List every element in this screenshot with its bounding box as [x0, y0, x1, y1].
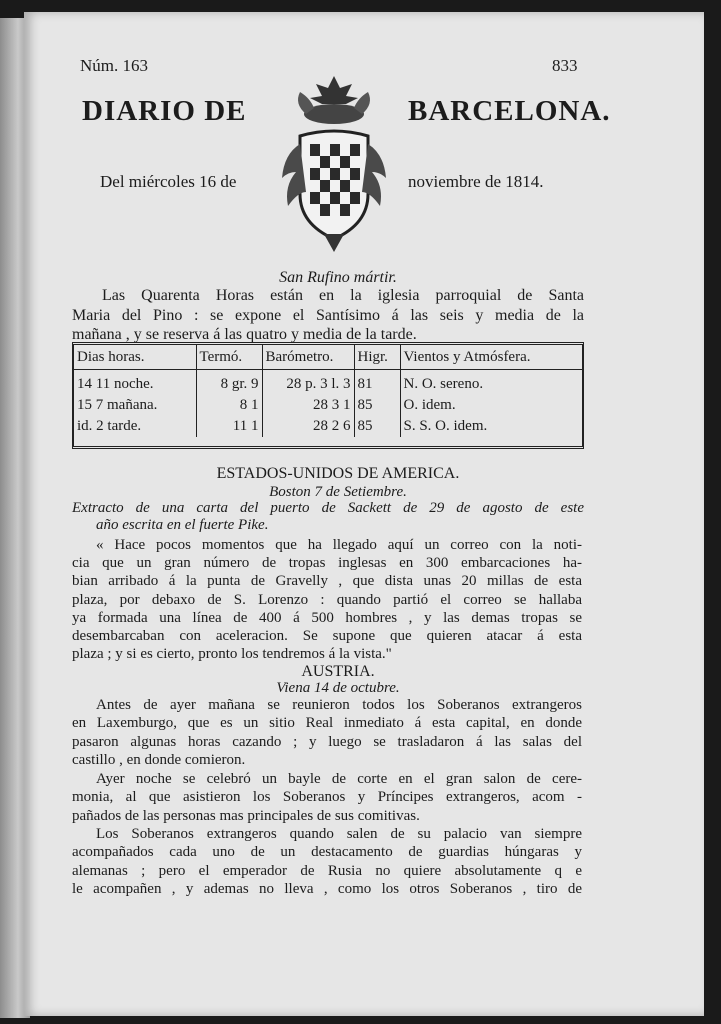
issue-date-right: noviembre de 1814. — [408, 172, 544, 191]
text-line: desembarcaban con aceleracion. Se supone que quieren atacar á esta — [72, 628, 582, 645]
cell-dia: 15 7 mañana. — [74, 395, 196, 416]
text-line: cia que un gran número de tropas inglesas en 300 embarcaciones ha- — [72, 555, 582, 572]
cell-vientos: N. O. sereno. — [403, 376, 484, 392]
weather-table — [72, 342, 584, 449]
text-line: le acompañen , y ademas no lleva , como los otros Soberanos , tiro de — [72, 880, 582, 897]
cell-higr: 85 — [354, 416, 400, 437]
cell-dia: id. 2 tarde. — [74, 416, 196, 437]
letter-paragraph — [72, 536, 582, 663]
cell-dia: 14 11 noche. — [74, 370, 196, 396]
masthead-right: BARCELONA. — [408, 95, 611, 127]
cell-baro: 28 2 6 — [262, 416, 354, 437]
text-line: ya formada una línea de 400 á 500 hombres , y las demas tropas se — [72, 609, 582, 626]
cell-termo: 8 1 — [196, 395, 262, 416]
barcelona-coat-of-arms-icon — [274, 74, 394, 254]
dateline-boston: Boston 7 de Setiembre. — [269, 484, 407, 500]
section-heading-austria: AUSTRIA. — [301, 663, 375, 680]
austria-paragraph-1 — [72, 696, 582, 769]
saint-of-the-day: San Rufino mártir. — [279, 269, 397, 286]
text-line: castillo , en donde comieron. — [72, 751, 246, 768]
table-row — [74, 416, 582, 437]
cell-baro: 28 p. 3 l. 3 — [262, 370, 354, 396]
table-row — [74, 395, 582, 416]
section-heading-estados-unidos: ESTADOS-UNIDOS DE AMERICA. — [216, 465, 460, 482]
text-line: « Hace pocos momentos que ha llegado aquí un correo con la noti- — [96, 537, 582, 553]
cell-termo: 8 gr. 9 — [196, 370, 262, 396]
text-line: plaza ; y si es cierto, pronto los tendremos á la vista." — [72, 646, 392, 663]
header-higr: Higr. — [354, 345, 400, 370]
text-line: Ayer noche se celebró un bayle de corte en el gran salon de cere- — [96, 771, 582, 787]
header-dias: Dias horas. — [74, 345, 196, 370]
cell-vientos: O. idem. — [403, 397, 456, 413]
austria-paragraph-2 — [72, 770, 582, 825]
header-vientos: Vientos y Atmósfera. — [400, 345, 582, 370]
dateline-viena: Viena 14 de octubre. — [276, 680, 400, 696]
cell-higr: 85 — [354, 395, 400, 416]
text-line: Los Soberanos extrangeros quando salen de su palacio van siempre — [96, 826, 582, 842]
cell-termo: 11 1 — [196, 416, 262, 437]
text-line: Las Quarenta Horas están en la iglesia parroquial de Santa — [102, 287, 584, 304]
text-line: en Laxemburgo, que es un sitio Real inmediato á esta capital, en donde — [72, 715, 582, 732]
text-line: bian arribado á la punta de Gravelly , que dista unas 20 millas de esta — [72, 573, 582, 590]
page-number: 833 — [552, 56, 578, 75]
text-line: año escrita en el fuerte Pike. — [96, 517, 269, 533]
issue-number: Núm. 163 — [80, 56, 148, 75]
header-barometro: Barómetro. — [262, 345, 354, 370]
header-termo: Termó. — [196, 345, 262, 370]
text-line: alemanas ; pero el emperador de Rusia no quiere absolutamente q e — [72, 862, 582, 879]
table-row — [74, 370, 582, 396]
newspaper-page — [24, 12, 704, 1016]
weather-header-row — [74, 345, 582, 370]
cell-baro: 28 3 1 — [262, 395, 354, 416]
text-line: pañados de las personas mas principales de sus comitivas. — [72, 807, 420, 824]
quarenta-horas-notice — [72, 286, 584, 345]
text-line: acompañados cada uno de un destacamento de guardias húngaras y — [72, 844, 582, 861]
austria-paragraph-3 — [72, 825, 582, 898]
text-line: Maria del Pino : se expone el Santísimo á las seis y media de la — [72, 306, 584, 324]
text-line: plaza, por debaxo de S. Lorenzo : quando partió el correo se hallaba — [72, 591, 582, 608]
text-line: monia, al que asistieron los Soberanos y Príncipes extrangeros, acom - — [72, 789, 582, 806]
extracto-caption — [72, 500, 584, 534]
cell-vientos: S. S. O. idem. — [403, 418, 488, 434]
cell-higr: 81 — [354, 370, 400, 396]
text-line: Extracto de una carta del puerto de Sackett de 29 de agosto de este — [72, 500, 584, 516]
masthead-left: DIARIO DE — [82, 95, 247, 127]
text-line: mañana , y se reserva á las quatro y media de la tarde. — [72, 326, 417, 343]
text-line: pasaron algunas horas cazando ; y luego se trasladaron á las salas del — [72, 733, 582, 750]
text-line: Antes de ayer mañana se reunieron todos los Soberanos extrangeros — [96, 697, 582, 713]
issue-date-left: Del miércoles 16 de — [100, 172, 237, 191]
